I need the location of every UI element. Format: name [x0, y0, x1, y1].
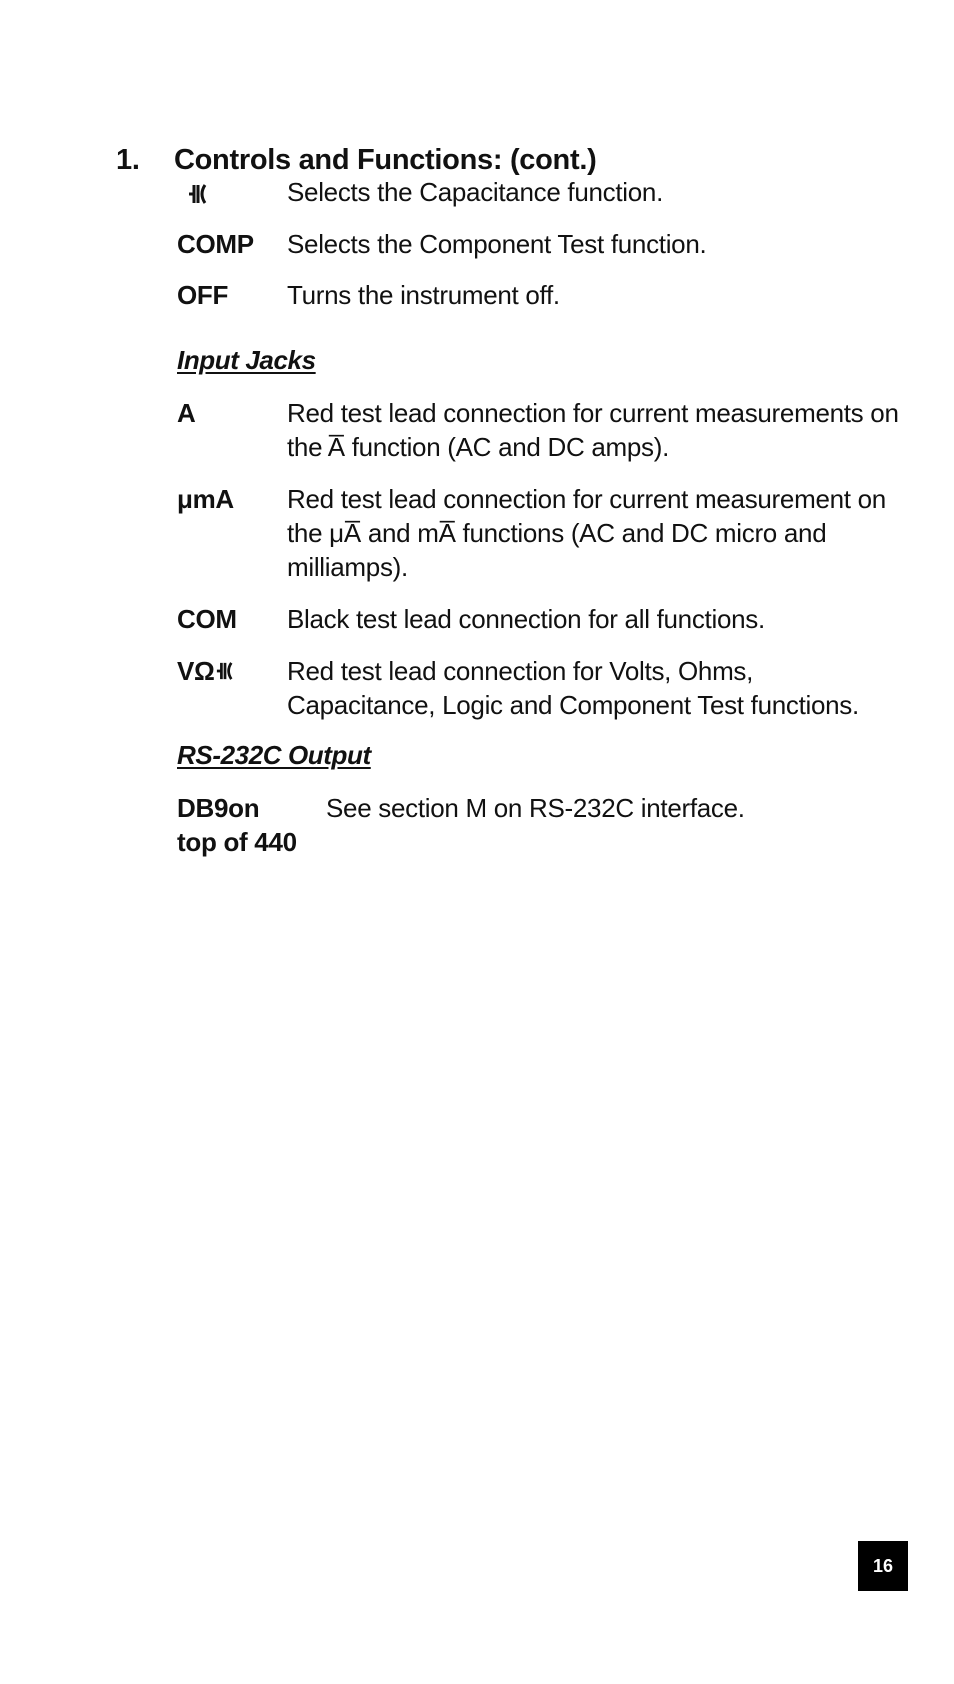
jack-key-text: VΩ [177, 656, 215, 686]
jack-key: COM [177, 604, 237, 634]
section-heading [116, 144, 596, 177]
jack-description: Black test lead connection for all functions. [287, 604, 765, 634]
function-description: Turns the instrument off. [287, 280, 560, 310]
section-title: Controls and Functions: (cont.) [174, 144, 597, 176]
rs232-description: See section M on RS-232C interface. [326, 793, 745, 823]
function-key: OFF [177, 280, 229, 310]
page-number: 16 [858, 1541, 908, 1591]
jack-key: μmA [177, 484, 234, 514]
function-description: Selects the Capacitance function. [287, 177, 663, 207]
jack-description: Red test lead connection for current measurements on the A̅ function (AC and DC amps). [287, 398, 899, 462]
rs232-key-line2: top of 440 [177, 827, 297, 857]
jack-description: Red test lead connection for Volts, Ohms, Capacitance, Logic and Component Test functions. [287, 656, 859, 720]
jack-key [177, 654, 234, 688]
function-key: COMP [177, 229, 254, 259]
jack-key: A [177, 398, 196, 428]
capacitor-icon [216, 659, 234, 683]
rs232-key-line1: DB9on [177, 793, 260, 823]
input-jacks-heading: Input Jacks [177, 345, 316, 375]
function-description: Selects the Component Test function. [287, 229, 707, 259]
capacitor-icon [188, 175, 208, 209]
section-number: 1. [116, 144, 140, 176]
rs232-heading: RS-232C Output [177, 740, 371, 770]
jack-description: Red test lead connection for current measurement on the μA̅ and mA̅ functions (AC and DC micro and milliamps). [287, 484, 886, 582]
